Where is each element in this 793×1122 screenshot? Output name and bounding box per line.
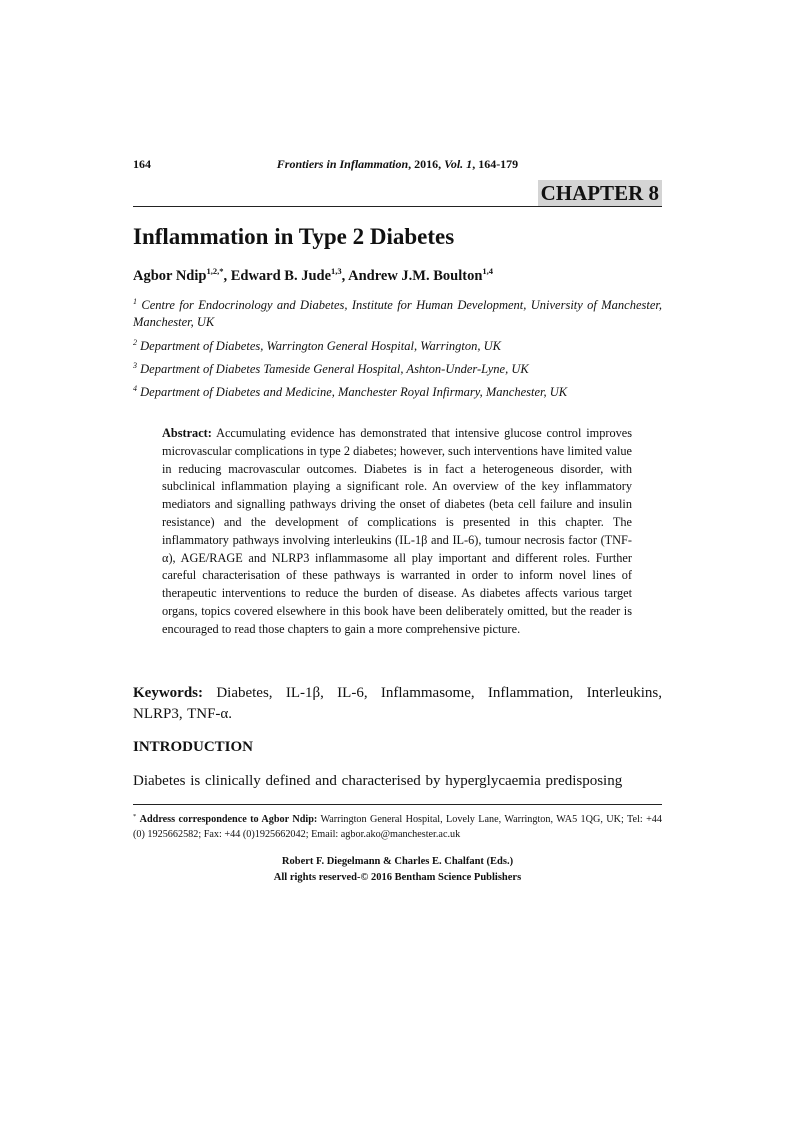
journal-citation xyxy=(133,157,662,172)
abstract xyxy=(162,425,632,639)
footnote-text: Warrington General Hospital, Lovely Lane, Warrington, WA5 1QG, UK; Tel: +44 (0) 1925662582; Fax: +44 (0)1925662042; Email: agbor.ako@manchester.ac.uk xyxy=(133,814,662,840)
page-number: 164 xyxy=(133,157,151,171)
keywords-label: Keywords: xyxy=(133,685,203,701)
affiliation-number: 2 xyxy=(133,338,137,347)
author-name: Andrew J.M. Boulton xyxy=(348,268,483,284)
editors-line: Robert F. Diegelmann & Charles E. Chalfant (Eds.) xyxy=(281,856,514,867)
footnote-label: Address correspondence to Agbor Ndip: xyxy=(139,814,318,825)
affiliation-text: Department of Diabetes, Warrington General Hospital, Warrington, UK xyxy=(140,339,502,353)
author-separator: , xyxy=(223,268,231,284)
affiliation-number: 3 xyxy=(133,361,137,370)
author-affil-marker: 1,4 xyxy=(482,266,494,276)
affiliation-text: Department of Diabetes and Medicine, Manchester Royal Infirmary, Manchester, UK xyxy=(140,385,568,399)
abstract-text: Accumulating evidence has demonstrated that intensive glucose control improves microvascular complications in type 2 diabetes; however, such interventions have limited value in reducing macrovascular outcomes. Diabetes is in fact a heterogeneous disorder, with subclinical inflammation playing a significant role. An overview of the key inflammatory mediators and signalling pathways driving the onset of diabetes (beta cell failure and insulin resistance) and the development of complications is presented in this chapter. The inflammatory pathways involving interleukins (IL-1β and IL-6), tumour necrosis factor (TNF-α), AGE/RAGE and NLRP3 inflammasome all play important and different roles. Further careful characterisation of these pathways is warranted in order to inform novel lines of therapeutic interventions to reduce the burden of disease. As diabetes affects various target organs, topics covered elsewhere in this book have been deliberately omitted, but the reader is encouraged to read those chapters to gain a more comprehensive picture. xyxy=(162,426,632,636)
journal-volume: Vol. 1 xyxy=(444,157,473,171)
journal-year: , 2016, xyxy=(408,157,445,171)
author-name: Edward B. Jude xyxy=(230,268,332,284)
abstract-label: Abstract: xyxy=(162,426,212,440)
running-header xyxy=(133,157,662,173)
affiliation-number: 1 xyxy=(133,297,137,306)
affiliation xyxy=(133,380,662,401)
affiliation-text: Centre for Endocrinology and Diabetes, Institute for Human Development, University of Manchester, Manchester, UK xyxy=(133,298,662,329)
affiliation xyxy=(133,293,662,331)
footnote-rule xyxy=(133,804,662,805)
affiliation xyxy=(133,334,662,355)
author-affil-marker: 1,3 xyxy=(331,266,342,276)
author-affil-marker: 1,2,* xyxy=(206,266,224,276)
chapter-title: Inflammation in Type 2 Diabetes xyxy=(133,224,455,249)
footnote-marker: * xyxy=(133,813,137,820)
header-rule xyxy=(133,206,662,207)
section-heading: INTRODUCTION xyxy=(133,739,254,755)
correspondence-footnote xyxy=(133,809,662,842)
author-separator: , xyxy=(341,268,349,284)
keywords-text: Diabetes, IL-1β, IL-6, Inflammasome, Inflammation, Interleukins, NLRP3, TNF-α. xyxy=(133,685,662,722)
body-text: Diabetes is clinically defined and characterised by hyperglycaemia predisposing xyxy=(133,773,623,789)
affiliation-number: 4 xyxy=(133,384,137,393)
affiliation-text: Department of Diabetes Tameside General Hospital, Ashton-Under-Lyne, UK xyxy=(140,362,529,376)
journal-name: Frontiers in Inflammation xyxy=(276,157,409,171)
rights-line: All rights reserved-© 2016 Bentham Science Publishers xyxy=(273,872,522,883)
affiliation xyxy=(133,357,662,378)
journal-pages: , 164-179 xyxy=(472,157,519,171)
author-name: Agbor Ndip xyxy=(133,268,207,284)
chapter-label: CHAPTER 8 xyxy=(538,180,662,206)
keywords xyxy=(133,683,662,725)
author-list xyxy=(133,266,493,285)
